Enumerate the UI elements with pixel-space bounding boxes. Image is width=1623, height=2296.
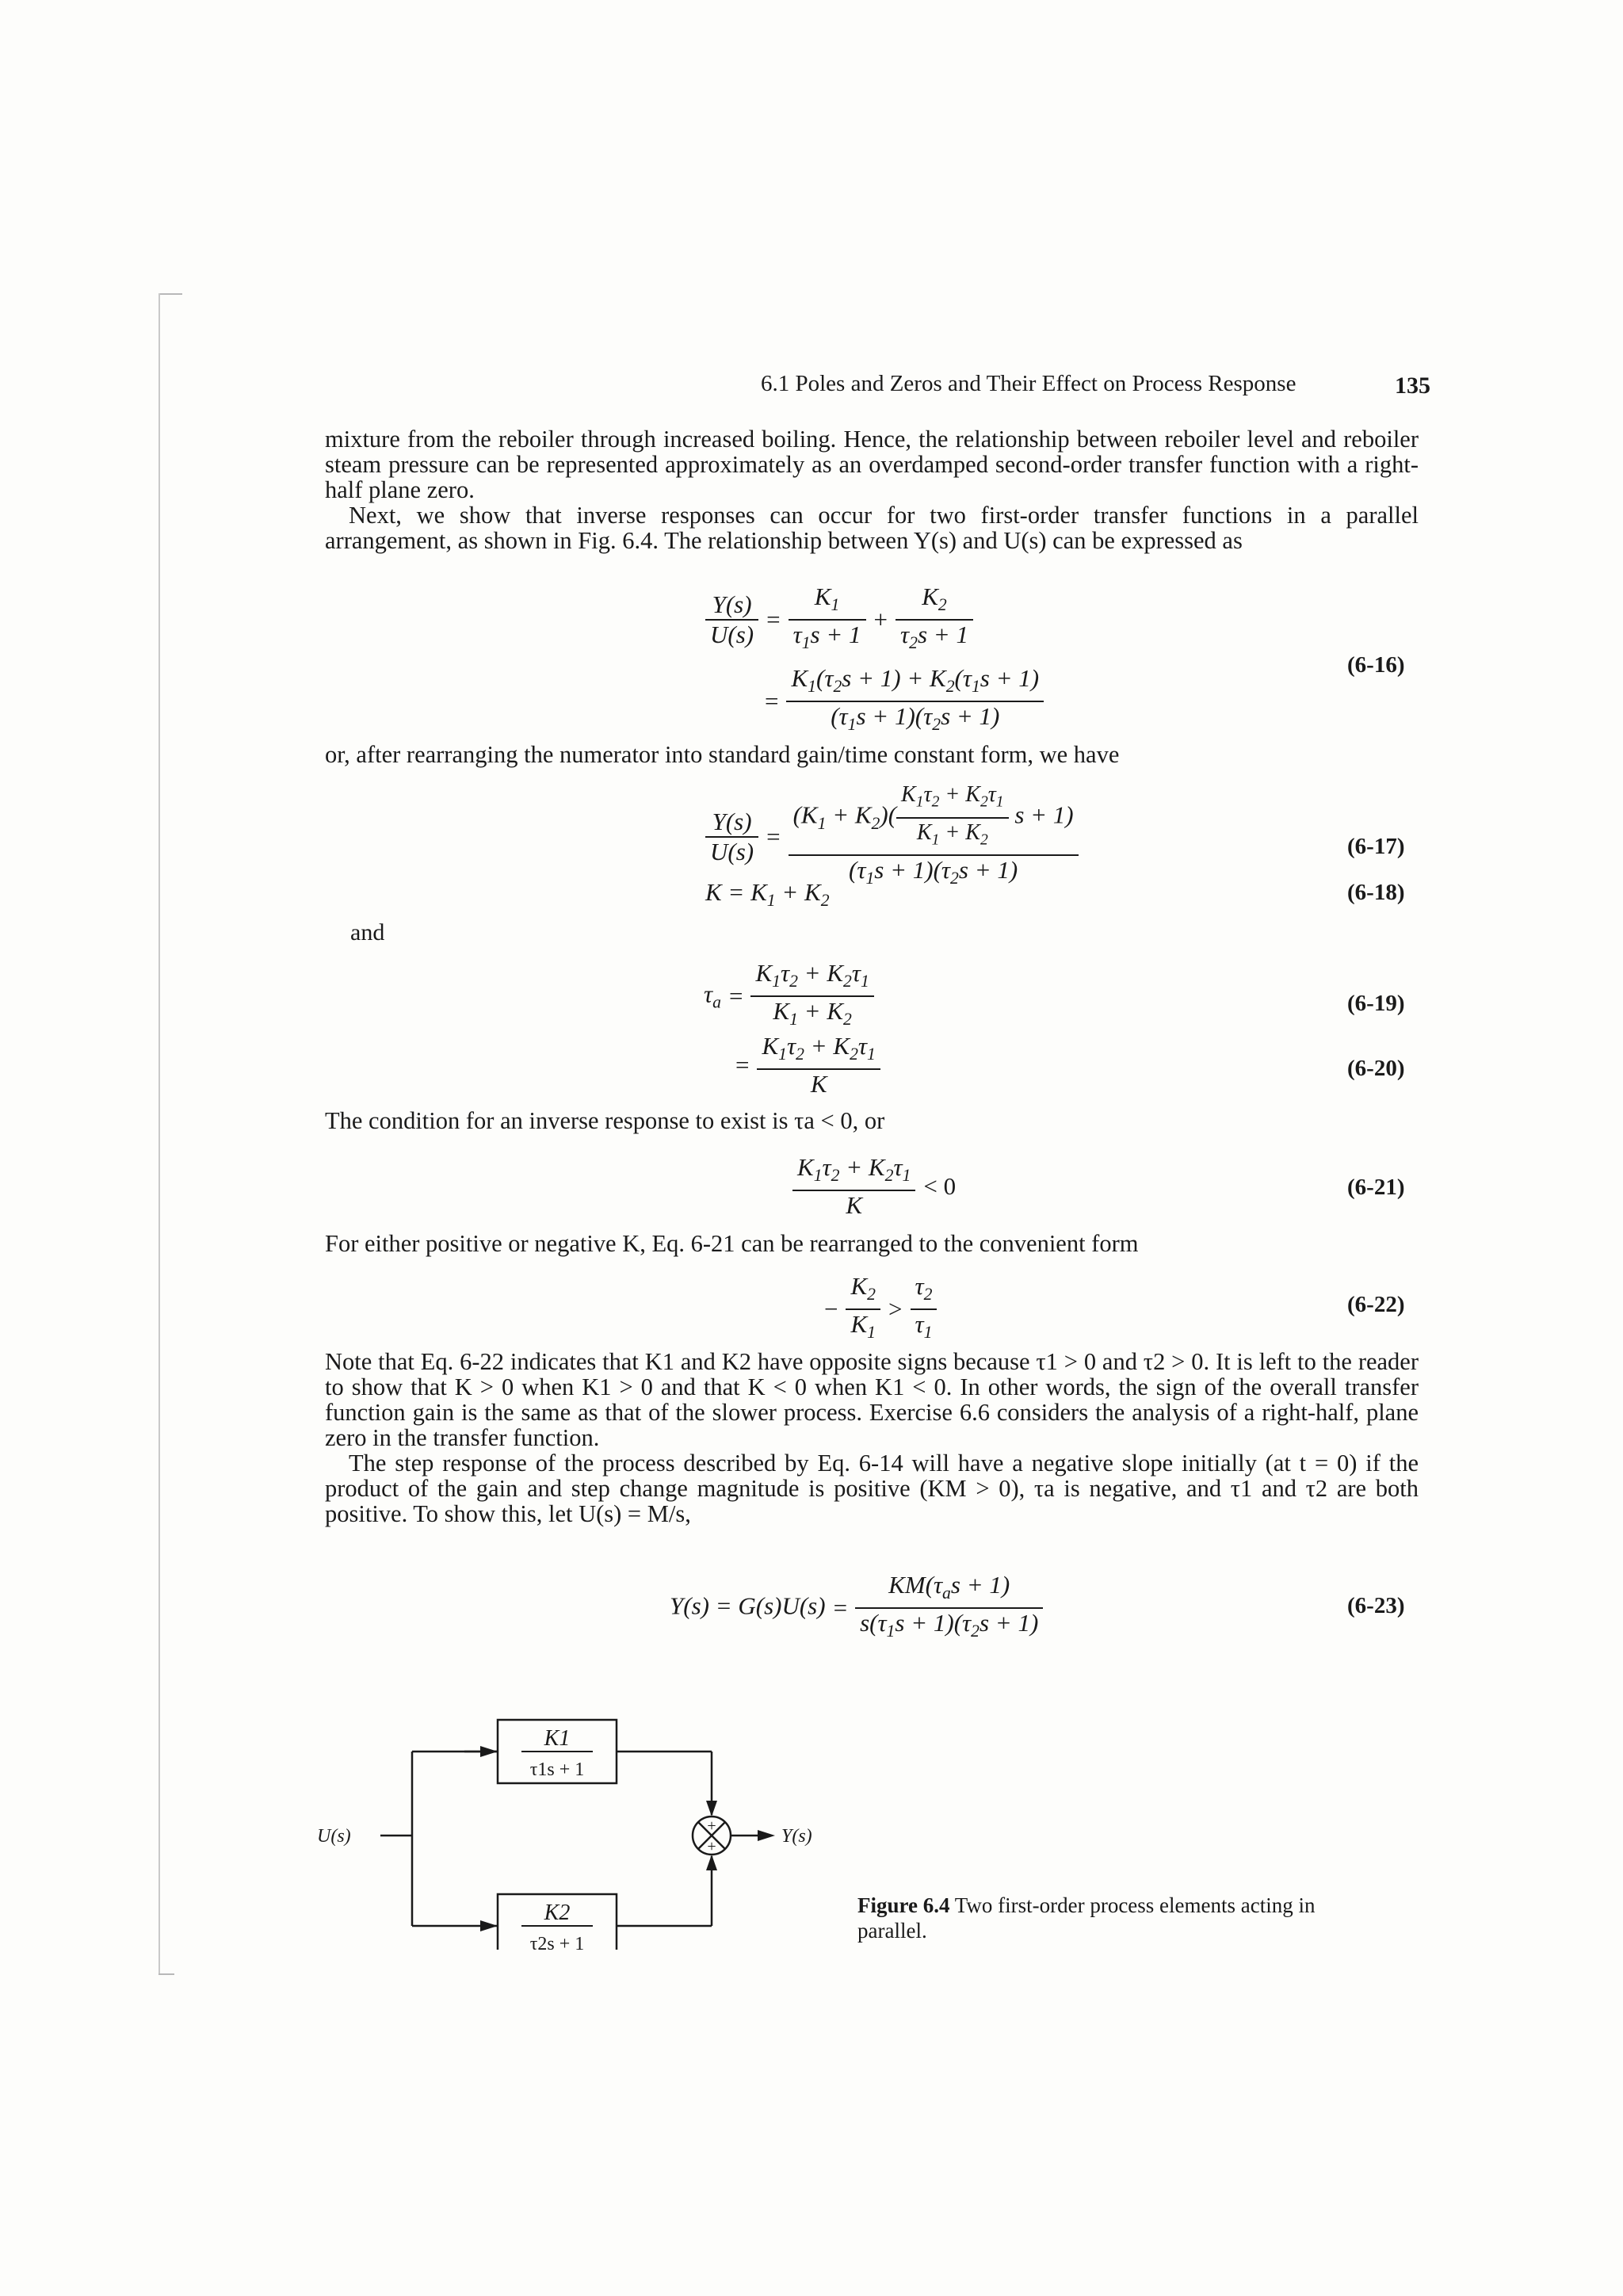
output-label: Y(s) xyxy=(781,1826,812,1847)
paragraph-1: mixture from the reboiler through increased boiling. Hence, the relationship between reboiler level and reboiler steam pressure can be represented approximately as an overdamped second-order transfer function with a right-half plane zero. xyxy=(325,426,1419,503)
equation-6-22: − $\frac{K_2}{K_1}$ > $\frac{\tau_2}{\tau_1}$ xyxy=(824,1272,937,1347)
arrow-head-block2 xyxy=(480,1920,498,1931)
running-title: 6.1 Poles and Zeros and Their Effect on Process Response xyxy=(761,371,1296,396)
figure-caption-text: Two first-order process elements acting in parallel. xyxy=(857,1893,1316,1943)
figure-caption xyxy=(857,1893,1365,1943)
equation-number-6-18: (6-18) xyxy=(1347,880,1405,905)
paragraph-5: For either positive or negative K, Eq. 6-21 can be rearranged to the convenient form xyxy=(325,1230,1139,1257)
figure-caption-label: Figure 6.4 xyxy=(857,1893,950,1917)
block-2-numerator: K2 xyxy=(544,1901,571,1925)
equation-6-18: $K = K_1 + K_2$ xyxy=(705,878,830,911)
block-2-denominator: τ2s + 1 xyxy=(529,1934,585,1950)
paragraph-3: or, after rearranging the numerator into standard gain/time constant form, we have xyxy=(325,741,1120,768)
equation-number-6-16: (6-16) xyxy=(1347,652,1405,678)
paragraph-4: The condition for an inverse response to exist is τa < 0, or xyxy=(325,1107,885,1134)
scan-corner-top xyxy=(158,293,182,295)
equation-6-20: = $\frac{K_1\tau_2 + K_2\tau_1}{K}$ xyxy=(727,1032,880,1098)
equation-number-6-21: (6-21) xyxy=(1347,1175,1405,1200)
input-label: U(s) xyxy=(317,1826,351,1847)
sum-sign-top: + xyxy=(707,1817,716,1835)
scan-corner-bottom xyxy=(158,1973,174,1975)
and-label: and xyxy=(350,919,385,946)
equation-number-6-20: (6-20) xyxy=(1347,1056,1405,1081)
paragraph-6: Note that Eq. 6-22 indicates that K1 and K2 have opposite signs because τ1 > 0 and τ2 > 0. It is left to the reader to show that K > 0 when K1 > 0 and that K < 0 when K1 < 0. In other words, the sign of the overall transfer function gain is the same as that of the slower process. Exercise 6.6 considers the analysis of a right-half, plane zero in the transfer function. xyxy=(325,1348,1419,1451)
arrow-head-output xyxy=(758,1830,775,1841)
arrow-head-block1 xyxy=(480,1746,498,1757)
equation-number-6-22: (6-22) xyxy=(1347,1292,1405,1317)
paragraph-7: The step response of the process described by Eq. 6-14 will have a negative slope initially (at t = 0) if the product of the gain and step change magnitude is positive (KM > 0), τa is negative, and τ1 and τ2 are both positive. To show this, let U(s) = M/s, xyxy=(325,1450,1419,1527)
equation-6-16-line2: = $\frac{K_1(\tau_2s + 1) + K_2(\tau_1s + 1)}{(\tau_1s + 1)(\tau_2s + 1)}$ xyxy=(757,664,1044,739)
equation-6-21: $\frac{K_1\tau_2 + K_2\tau_1}{K}$ < 0 xyxy=(792,1153,964,1220)
arrow-head-sum-bottom xyxy=(706,1855,717,1870)
equation-6-23: Y(s) = G(s)U(s) = $\frac{KM(\tau_as + 1)}{s(\tau_1s + 1)(\tau_2s + 1)}$ xyxy=(670,1571,1043,1645)
block-1-denominator: τ1s + 1 xyxy=(529,1759,585,1780)
page-number: 135 xyxy=(1395,372,1430,399)
paragraph-2: Next, we show that inverse responses can occur for two first-order transfer functions in a parallel arrangement, as shown in Fig. 6.4. The relationship between Y(s) and U(s) can be expressed as xyxy=(325,502,1419,554)
arrow-head-sum-top xyxy=(706,1801,717,1817)
sum-sign-bottom: + xyxy=(707,1838,716,1855)
equation-number-6-23: (6-23) xyxy=(1347,1593,1405,1618)
parallel-block-diagram xyxy=(309,1696,864,1950)
equation-number-6-17: (6-17) xyxy=(1347,834,1405,859)
block-1-numerator: K1 xyxy=(544,1726,571,1751)
equation-number-6-19: (6-19) xyxy=(1347,991,1405,1016)
equation-6-16-line1: $\frac{Y(s)}{U(s)}$ = $\frac{K_1}{\tau_1s + 1}$ + $\frac{K_2}{\tau_2s + 1}$ xyxy=(705,583,973,657)
equation-6-17: $\frac{Y(s)}{U(s)}$ = $(K_1 + K_2)$( $\frac{K_1\tau_2 + K_2\tau_1}{K_1 + K_2}$ s + 1) $(\tau_1s + 1)(\tau_2s + 1)$ xyxy=(705,781,1079,892)
running-header xyxy=(761,371,1430,399)
equation-6-19: $\tau_a$ = $\frac{K_1\tau_2 + K_2\tau_1}{K_1 + K_2}$ xyxy=(704,959,874,1033)
scan-margin-line xyxy=(158,293,160,1973)
